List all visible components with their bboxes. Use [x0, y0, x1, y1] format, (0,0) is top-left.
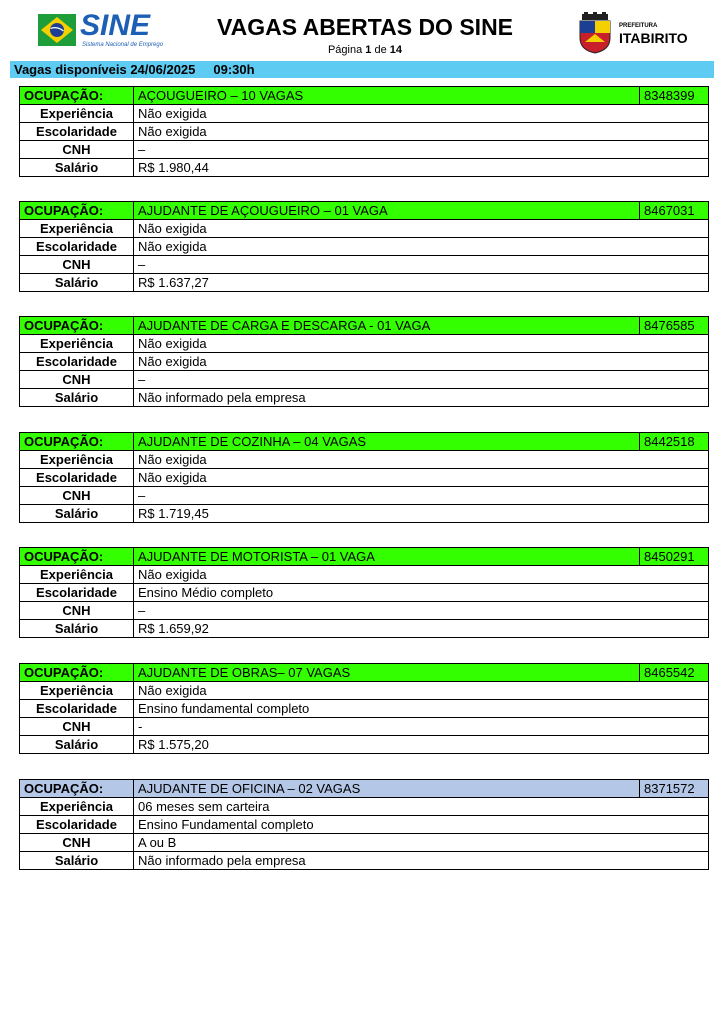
education-row: [20, 700, 709, 718]
license-row: [20, 371, 709, 389]
education-value: Ensino Médio completo: [134, 584, 709, 602]
vacancy-code: 8442518: [640, 433, 709, 451]
page-separator: de: [374, 44, 387, 56]
date-time: 09:30h: [213, 62, 255, 77]
license-value: –: [134, 602, 709, 620]
license-value: –: [134, 141, 709, 159]
salary-label: Salário: [20, 505, 134, 523]
salary-value: R$ 1.637,27: [134, 274, 709, 292]
occupation-title: AJUDANTE DE CARGA E DESCARGA - 01 VAGA: [134, 317, 640, 335]
education-value: Ensino fundamental completo: [134, 700, 709, 718]
sine-logo-text: SINE: [80, 9, 151, 42]
vacancy-code: 8450291: [640, 548, 709, 566]
license-row: [20, 602, 709, 620]
occupation-title: AJUDANTE DE COZINHA – 04 VAGAS: [134, 433, 640, 451]
occupation-label: OCUPAÇÃO:: [20, 664, 134, 682]
vacancy-code: 8467031: [640, 202, 709, 220]
experience-row: [20, 335, 709, 353]
occupation-title: AJUDANTE DE AÇOUGUEIRO – 01 VAGA: [134, 202, 640, 220]
salary-row: [20, 274, 709, 292]
city-crest-icon: [576, 12, 614, 54]
experience-label: Experiência: [20, 220, 134, 238]
occupation-title: AJUDANTE DE OFICINA – 02 VAGAS: [134, 780, 640, 798]
salary-row: [20, 159, 709, 177]
salary-value: Não informado pela empresa: [134, 389, 709, 407]
occupation-label: OCUPAÇÃO:: [20, 780, 134, 798]
education-value: Não exigida: [134, 238, 709, 256]
license-value: A ou B: [134, 834, 709, 852]
vacancy-code: 8348399: [640, 87, 709, 105]
page-prefix: Página: [327, 44, 363, 56]
occupation-label: OCUPAÇÃO:: [20, 548, 134, 566]
salary-value: R$ 1.719,45: [134, 505, 709, 523]
experience-row: [20, 566, 709, 584]
vacancy-header-row: [20, 317, 709, 335]
vacancy-header-row: [20, 433, 709, 451]
city-name: ITABIRITO: [619, 30, 688, 46]
experience-value: Não exigida: [134, 566, 709, 584]
vacancy-header-row: [20, 548, 709, 566]
vacancy-table: [19, 316, 709, 407]
education-row: [20, 238, 709, 256]
experience-label: Experiência: [20, 798, 134, 816]
salary-row: [20, 736, 709, 754]
experience-label: Experiência: [20, 451, 134, 469]
vacancy-code: 8465542: [640, 664, 709, 682]
vacancy-table: [19, 779, 709, 870]
prefeitura-label: PREFEITURA: [619, 23, 658, 29]
salary-value: R$ 1.575,20: [134, 736, 709, 754]
page-current: 1: [365, 44, 372, 56]
license-row: [20, 834, 709, 852]
salary-row: [20, 389, 709, 407]
experience-value: Não exigida: [134, 220, 709, 238]
experience-row: [20, 798, 709, 816]
vacancy-header-row: [20, 780, 709, 798]
vacancy-table: [19, 547, 709, 638]
experience-label: Experiência: [20, 566, 134, 584]
education-label: Escolaridade: [20, 123, 134, 141]
occupation-title: AJUDANTE DE OBRAS– 07 VAGAS: [134, 664, 640, 682]
education-label: Escolaridade: [20, 816, 134, 834]
license-row: [20, 141, 709, 159]
date-banner: [10, 61, 714, 78]
experience-value: 06 meses sem carteira: [134, 798, 709, 816]
license-value: –: [134, 256, 709, 274]
salary-value: R$ 1.659,92: [134, 620, 709, 638]
experience-row: [20, 451, 709, 469]
license-label: CNH: [20, 602, 134, 620]
vacancy-table: [19, 86, 709, 177]
occupation-label: OCUPAÇÃO:: [20, 317, 134, 335]
salary-row: [20, 852, 709, 870]
education-row: [20, 584, 709, 602]
license-label: CNH: [20, 718, 134, 736]
experience-label: Experiência: [20, 105, 134, 123]
vacancy-header-row: [20, 87, 709, 105]
education-label: Escolaridade: [20, 353, 134, 371]
license-value: -: [134, 718, 709, 736]
education-label: Escolaridade: [20, 469, 134, 487]
education-row: [20, 123, 709, 141]
salary-label: Salário: [20, 159, 134, 177]
salary-label: Salário: [20, 274, 134, 292]
vacancy-table: [19, 663, 709, 754]
license-row: [20, 718, 709, 736]
vacancy-table: [19, 432, 709, 523]
experience-row: [20, 682, 709, 700]
education-label: Escolaridade: [20, 238, 134, 256]
salary-label: Salário: [20, 852, 134, 870]
education-label: Escolaridade: [20, 700, 134, 718]
vacancy-table: [19, 201, 709, 292]
experience-value: Não exigida: [134, 105, 709, 123]
license-value: –: [134, 371, 709, 389]
page-header: [0, 0, 724, 60]
experience-row: [20, 220, 709, 238]
page-indicator: [200, 44, 530, 56]
experience-value: Não exigida: [134, 451, 709, 469]
salary-row: [20, 620, 709, 638]
vacancy-header-row: [20, 202, 709, 220]
experience-label: Experiência: [20, 682, 134, 700]
license-row: [20, 487, 709, 505]
education-value: Ensino Fundamental completo: [134, 816, 709, 834]
date-label: Vagas disponíveis 24/06/2025: [14, 62, 196, 77]
experience-label: Experiência: [20, 335, 134, 353]
salary-row: [20, 505, 709, 523]
prefeitura-logo: [576, 12, 696, 54]
sine-logo: [38, 10, 163, 54]
occupation-title: AJUDANTE DE MOTORISTA – 01 VAGA: [134, 548, 640, 566]
experience-value: Não exigida: [134, 682, 709, 700]
salary-value: Não informado pela empresa: [134, 852, 709, 870]
occupation-label: OCUPAÇÃO:: [20, 433, 134, 451]
license-label: CNH: [20, 834, 134, 852]
education-value: Não exigida: [134, 469, 709, 487]
page-title: VAGAS ABERTAS DO SINE: [216, 14, 514, 40]
experience-value: Não exigida: [134, 335, 709, 353]
page-total: 14: [389, 44, 403, 56]
occupation-label: OCUPAÇÃO:: [20, 87, 134, 105]
education-label: Escolaridade: [20, 584, 134, 602]
education-row: [20, 816, 709, 834]
license-label: CNH: [20, 487, 134, 505]
salary-value: R$ 1.980,44: [134, 159, 709, 177]
salary-label: Salário: [20, 620, 134, 638]
experience-row: [20, 105, 709, 123]
brazil-flag-icon: [38, 12, 76, 48]
license-label: CNH: [20, 141, 134, 159]
salary-label: Salário: [20, 736, 134, 754]
vacancy-header-row: [20, 664, 709, 682]
education-row: [20, 353, 709, 371]
license-row: [20, 256, 709, 274]
sine-logo-subtitle: Sistema Nacional de Emprego: [82, 42, 164, 48]
occupation-title: AÇOUGUEIRO – 10 VAGAS: [134, 87, 640, 105]
license-label: CNH: [20, 256, 134, 274]
education-row: [20, 469, 709, 487]
salary-label: Salário: [20, 389, 134, 407]
vacancy-code: 8476585: [640, 317, 709, 335]
license-label: CNH: [20, 371, 134, 389]
license-value: –: [134, 487, 709, 505]
education-value: Não exigida: [134, 123, 709, 141]
vacancy-code: 8371572: [640, 780, 709, 798]
occupation-label: OCUPAÇÃO:: [20, 202, 134, 220]
education-value: Não exigida: [134, 353, 709, 371]
